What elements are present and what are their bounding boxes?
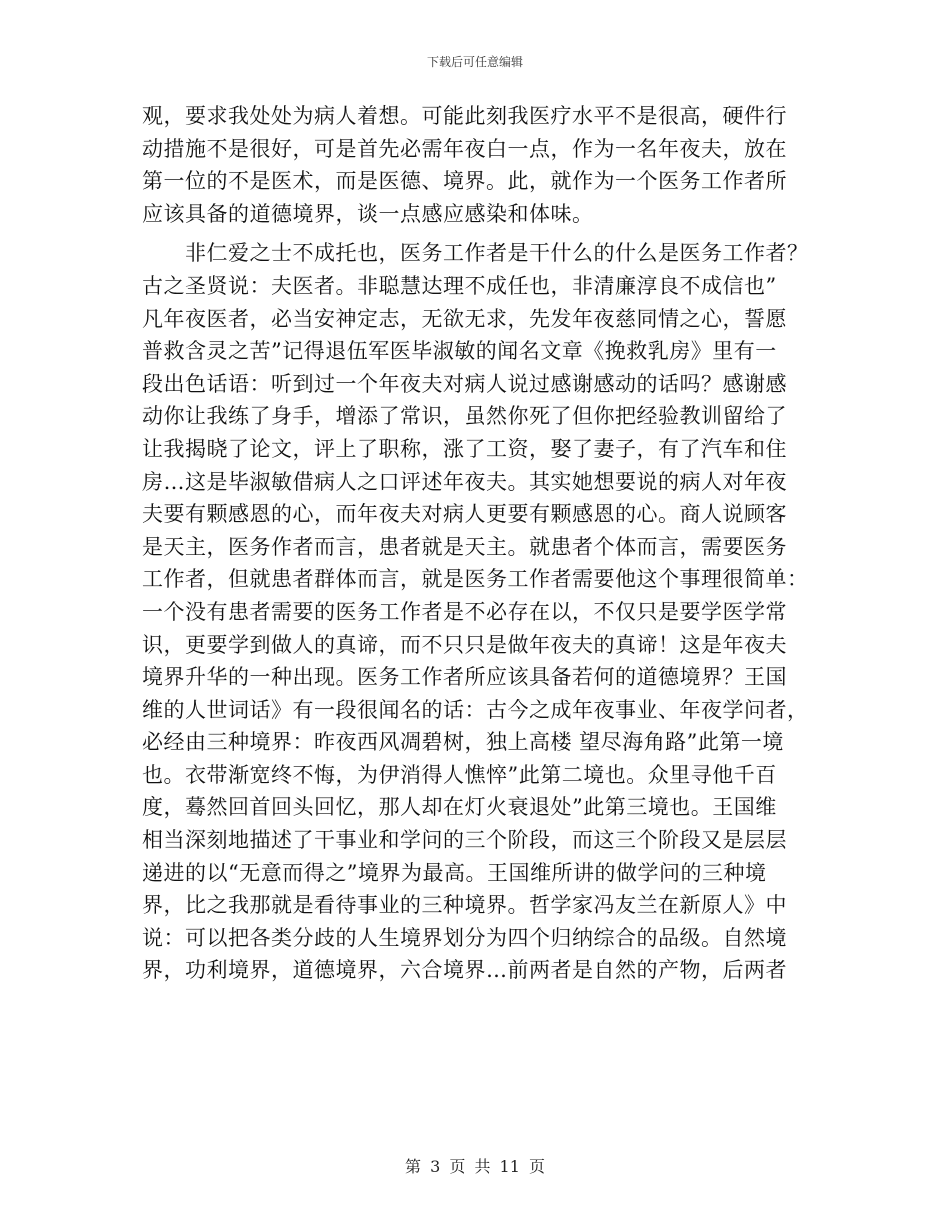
text-line: 非仁爱之士不成托也，医务工作者是干什么的什么是医务工作者？ — [185, 241, 809, 266]
text-line: 第一位的不是医术，而是医德、境界。此，就作为一个医务工作者所 — [142, 169, 787, 194]
text-line: 度，蓦然回首回头回忆，那人却在灯火衰退处”此第三境也。王国维 — [142, 795, 777, 820]
text-line: 一个没有患者需要的医务工作者是不必存在以，不仅只是要学医学常 — [142, 599, 787, 624]
text-line: 说：可以把各类分歧的人生境界划分为四个归纳综合的品级。自然境 — [142, 925, 787, 950]
text-line: 普救含灵之苦”记得退伍军医毕淑敏的闻名文章《挽救乳房》里有一 — [142, 339, 777, 364]
text-line: 观，要求我处处为病人着想。可能此刻我医疗水平不是很高，硬件行 — [142, 104, 787, 128]
text-line: 境界升华的一种出现。医务工作者所应该具备若何的道德境界？王国 — [142, 665, 787, 690]
text-line: 界，功利境界，道德境界，六合境界…前两者是自然的产物，后两者 — [142, 958, 787, 983]
paragraph-2 — [142, 237, 810, 987]
document-body — [142, 100, 810, 987]
text-line: 凡年夜医者，必当安神定志，无欲无求，先发年夜慈同情之心，誓愿 — [142, 306, 787, 331]
text-line: 界，比之我那就是看待事业的三种境界。哲学家冯友兰在新原人》中 — [142, 893, 787, 918]
text-line: 识，更要学到做人的真谛，而不只只是做年夜夫的真谛！这是年夜夫 — [142, 632, 787, 657]
text-line: 工作者，但就患者群体而言，就是医务工作者需要他这个事理很简单： — [142, 567, 809, 592]
text-line: 相当深刻地描述了干事业和学问的三个阶段，而这三个阶段又是层层 — [142, 828, 787, 853]
text-line: 夫要有颗感恩的心，而年夜夫对病人更要有颗感恩的心。商人说顾客 — [142, 502, 787, 527]
text-line: 让我揭晓了论文，评上了职称，涨了工资，娶了妻子，有了汽车和住 — [142, 436, 787, 461]
text-line: 必经由三种境界：昨夜西风凋碧树，独上高楼 望尽海角路”此第一境 — [142, 730, 784, 755]
text-line: 应该具备的道德境界，谈一点感应感染和体味。 — [142, 201, 594, 226]
text-line: 段出色话语：听到过一个年夜夫对病人说过感谢感动的话吗？感谢感 — [142, 371, 787, 396]
text-line: 维的人世词话》有一段很闻名的话：古今之成年夜事业、年夜学问者， — [142, 697, 809, 722]
paragraph-gap — [142, 230, 810, 237]
page-footer: 第 3 页 共 11 页 — [405, 1157, 545, 1176]
text-line: 也。衣带渐宽终不悔，为伊消得人憔悴”此第二境也。众里寻他千百 — [142, 762, 777, 787]
text-line: 动你让我练了身手，增添了常识，虽然你死了但你把经验教训留给了 — [142, 404, 787, 429]
text-line: 是天主，医务作者而言，患者就是天主。就患者个体而言，需要医务 — [142, 534, 787, 559]
text-line: 房…这是毕淑敏借病人之口评述年夜夫。其实她想要说的病人对年夜 — [142, 469, 787, 494]
text-line: 动措施不是很好，可是首先必需年夜白一点，作为一名年夜夫，放在 — [142, 136, 787, 161]
paragraph-1 — [142, 100, 810, 230]
text-line: 递进的以“无意而得之”境界为最高。王国维所讲的做学问的三种境 — [142, 860, 767, 885]
page-header: 下载后可任意编辑 — [426, 55, 523, 69]
text-line: 古之圣贤说：夫医者。非聪慧达理不成任也，非清廉淳良不成信也” — [142, 273, 777, 298]
